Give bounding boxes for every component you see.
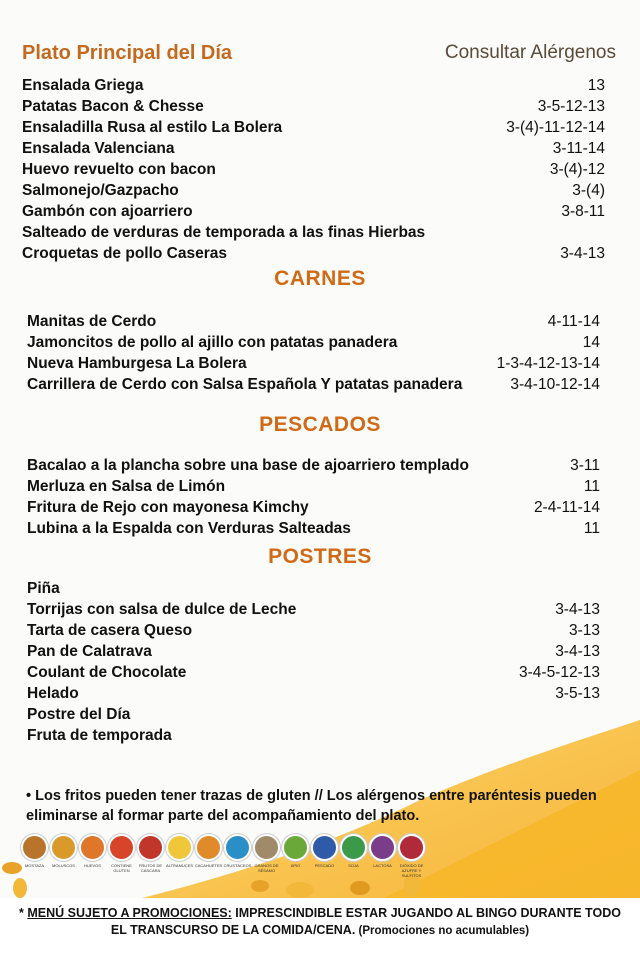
menu-item-name: Salmonejo/Gazpacho — [22, 182, 179, 199]
allergen-icon-label: CACAHUETES — [194, 863, 223, 868]
menu-item — [27, 518, 600, 539]
allergen-icon — [398, 834, 425, 861]
allergen-icon-label: LACTOSA — [373, 863, 392, 868]
allergen-codes: 4-11-14 — [547, 313, 600, 330]
menu-item-name: Manitas de Cerdo — [27, 313, 157, 330]
menu-item — [22, 75, 605, 96]
allergen-codes: 3-11-14 — [552, 140, 605, 157]
menu-item-name: Ensaladilla Rusa al estilo La Bolera — [22, 119, 283, 136]
plato-principal-list — [22, 75, 605, 264]
menu-item-name: Postre del Día — [27, 706, 131, 723]
menu-item — [27, 311, 600, 332]
allergen-icon-label: GRANOS DE SÉSAMO — [254, 863, 279, 873]
menu-item-name: Gambón con ajoarriero — [22, 203, 193, 220]
menu-item — [27, 725, 600, 746]
allergen-codes: 11 — [583, 520, 600, 537]
allergen-icon — [195, 834, 222, 861]
menu-item-name: Tarta de casera Queso — [27, 622, 193, 639]
footer-line-2-main: EL TRANSCURSO DE LA COMIDA/CENA. — [110, 923, 356, 937]
allergen-codes: 3-(4)-11-12-14 — [506, 119, 605, 136]
allergen-codes: 3-4-13 — [555, 601, 600, 618]
allergen-icon-label: MOSTAZA — [24, 863, 45, 868]
allergen-icon-label: SOJA — [348, 863, 359, 868]
menu-item — [22, 222, 605, 243]
allergen-codes: 3-5-13 — [555, 685, 600, 702]
allergen-codes: 3-4-5-12-13 — [519, 664, 600, 681]
allergen-icon-item — [225, 834, 250, 878]
allergen-icon-label: APIO — [290, 863, 301, 868]
menu-item — [27, 374, 600, 395]
menu-item — [22, 243, 605, 264]
menu-item — [27, 620, 600, 641]
menu-item-name: Fruta de temporada — [27, 727, 172, 744]
allergen-codes: 3-5-12-13 — [537, 98, 605, 115]
allergen-icon — [79, 834, 106, 861]
allergen-icon-label: HUEVOS — [84, 863, 101, 868]
menu-item-name: Salteado de verduras de temporada a las finas Hierbas — [22, 224, 426, 241]
allergen-icon — [311, 834, 338, 861]
menu-item-name: Lubina a la Espalda con Verduras Salteadas — [27, 520, 351, 537]
allergen-codes: 2-4-11-14 — [533, 499, 600, 516]
allergen-icon — [253, 834, 280, 861]
allergen-note: • Los fritos pueden tener trazas de gluten // Los alérgenos entre paréntesis pueden eliminarse al formar parte del acompañamiento del plato. — [26, 788, 597, 824]
menu-item — [22, 96, 605, 117]
allergen-codes: 3-4-13 — [555, 643, 600, 660]
pescados-list — [27, 455, 600, 539]
section-title-carnes: CARNES — [274, 267, 366, 290]
allergen-codes: 3-4-13 — [560, 245, 605, 262]
footer-asterisk: * — [19, 906, 28, 920]
menu-item — [27, 455, 600, 476]
allergen-icon-item — [196, 834, 221, 878]
allergen-icon — [50, 834, 77, 861]
allergen-codes: 3-(4) — [572, 182, 605, 199]
allergen-codes: 14 — [582, 334, 600, 351]
allergen-codes: 3-13 — [568, 622, 600, 639]
allergen-icon-item — [312, 834, 337, 878]
menu-item-name: Ensalada Griega — [22, 77, 144, 94]
menu-item — [27, 683, 600, 704]
allergen-icon-item — [80, 834, 105, 878]
allergen-icon-label: MOLUSCOS — [52, 863, 75, 868]
menu-item-name: Fritura de Rejo con mayonesa Kimchy — [27, 499, 309, 516]
menu-item-name: Bacalao a la plancha sobre una base de ajoarriero templado — [27, 457, 469, 474]
allergen-codes: 13 — [587, 77, 605, 94]
menu-item-name: Patatas Bacon & Chesse — [22, 98, 204, 115]
menu-item — [22, 180, 605, 201]
menu-header — [22, 42, 616, 65]
menu-item — [22, 159, 605, 180]
menu-item — [22, 138, 605, 159]
footer-line-1 — [0, 905, 640, 922]
allergen-icon-legend — [22, 834, 424, 878]
menu-item-name: Torrijas con salsa de dulce de Leche — [27, 601, 297, 618]
allergen-codes: 3-4-10-12-14 — [510, 376, 600, 393]
allergen-icon-item — [22, 834, 47, 878]
menu-item — [27, 662, 600, 683]
allergen-icon-item — [254, 834, 279, 878]
allergen-codes: 1-3-4-12-13-14 — [496, 355, 600, 372]
allergen-icon-label: CRUSTÁCEOS — [223, 863, 252, 868]
allergen-icon — [224, 834, 251, 861]
menu-item — [27, 641, 600, 662]
footer-line-2-small: (Promociones no acumulables) — [355, 925, 530, 937]
allergen-icon-item — [370, 834, 395, 878]
menu-item — [27, 704, 600, 725]
allergen-icon — [166, 834, 193, 861]
allergen-icon-item — [341, 834, 366, 878]
menu-item — [27, 332, 600, 353]
allergen-icon-label: PESCADO — [314, 863, 335, 868]
allergen-icon — [137, 834, 164, 861]
menu-item — [22, 117, 605, 138]
footer-underlined: MENÚ SUJETO A PROMOCIONES: — [27, 906, 232, 920]
allergen-icon-item — [138, 834, 163, 878]
promotion-footer — [0, 905, 640, 940]
allergen-icon — [282, 834, 309, 861]
menu-item-name: Carrillera de Cerdo con Salsa Española Y patatas panadera — [27, 376, 463, 393]
allergen-codes: 3-8-11 — [561, 203, 605, 220]
menu-item-name: Croquetas de pollo Caseras — [22, 245, 228, 262]
menu-item-name: Coulant de Chocolate — [27, 664, 187, 681]
menu-item-name: Huevo revuelto con bacon — [22, 161, 216, 178]
carnes-list — [27, 311, 600, 395]
menu-item-name: Helado — [27, 685, 79, 702]
allergen-codes: 3-11 — [570, 457, 600, 474]
menu-item-name: Nueva Hamburgesa La Bolera — [27, 355, 247, 372]
allergen-icon-item — [51, 834, 76, 878]
menu-item — [27, 476, 600, 497]
allergen-icon-label: DIÓXIDO DE AZUFRE Y SULFITOS — [399, 863, 424, 878]
menu-item — [27, 578, 600, 599]
footer-line-1-rest: IMPRESCINDIBLE ESTAR JUGANDO AL BINGO DURANTE TODO — [231, 906, 621, 920]
allergen-icon-item — [283, 834, 308, 878]
section-title-postres: POSTRES — [268, 545, 372, 568]
allergen-icon — [108, 834, 135, 861]
menu-item-name: Merluza en Salsa de Limón — [27, 478, 226, 495]
postres-list — [27, 578, 600, 746]
allergen-icon-item — [167, 834, 192, 878]
footer-line-2 — [0, 922, 640, 940]
menu-item — [22, 201, 605, 222]
allergen-icon — [340, 834, 367, 861]
menu-item-name: Piña — [27, 580, 60, 597]
allergens-column-label: Consultar Alérgenos — [444, 42, 616, 63]
menu-item-name: Jamoncitos de pollo al ajillo con patatas panadera — [27, 334, 398, 351]
menu-item-name: Ensalada Valenciana — [22, 140, 175, 157]
allergen-icon-item — [109, 834, 134, 878]
menu-item — [27, 497, 600, 518]
menu-item — [27, 353, 600, 374]
allergen-codes: 3-(4)-12 — [549, 161, 605, 178]
allergen-icon-label: FRUTOS DE CÁSCARA — [138, 863, 163, 873]
menu-item — [27, 599, 600, 620]
allergen-icon-label: CONTIENE GLUTEN — [111, 863, 132, 873]
allergen-icon — [369, 834, 396, 861]
menu-item-name: Pan de Calatrava — [27, 643, 152, 660]
allergen-icon-label: ALTRAMUCES — [165, 863, 194, 868]
allergen-icon — [21, 834, 48, 861]
page-title: Plato Principal del Día — [22, 42, 233, 64]
allergen-icon-item — [399, 834, 424, 878]
allergen-codes: 11 — [583, 478, 600, 495]
section-title-pescados: PESCADOS — [259, 413, 381, 436]
